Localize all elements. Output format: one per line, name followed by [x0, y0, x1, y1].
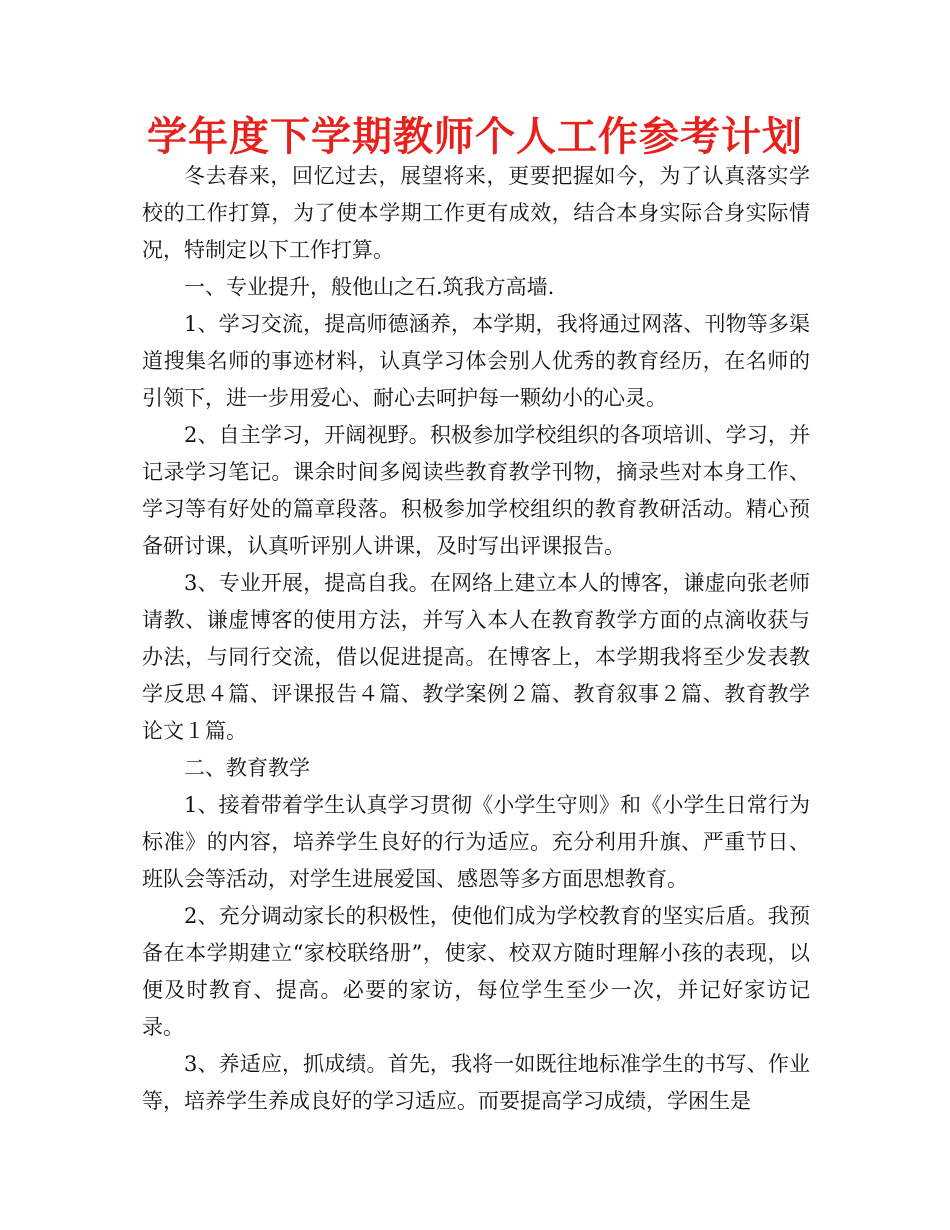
paragraph-intro: 冬去春来，回忆过去，展望将来，更要把握如今，为了认真落实学校的工作打算，为了使本学期工作更有成效，结合本身实际合身实际情况，特制定以下工作打算。: [142, 164, 810, 262]
paragraph-item: 3、养适应，抓成绩。首先，我将一如既往地标准学生的书写、作业等，培养学生养成良好的学习适应。而要提高学习成绩，学困生是: [142, 1052, 810, 1113]
paragraph-item: 3、专业开展，提高自我。在网络上建立本人的博客，谦虚向张老师请教、谦虚博客的使用方法，并写入本人在教育教学方面的点滴收获与办法，与同行交流，借以促进提高。在博客上，本学期我将至少发表教学反思４篇、评课报告４篇、教学案例２篇、教育叙事２篇、教育教学论文１篇。: [142, 571, 810, 743]
paragraph-item: 1、接着带着学生认真学习贯彻《小学生守则》和《小学生日常行为标准》的内容，培养学生良好的行为适应。充分利用升旗、严重节日、班队会等活动，对学生进展爱国、感恩等多方面思想教育。: [142, 793, 810, 891]
document-body: [142, 158, 810, 1120]
document-title: 学年度下学期教师个人工作参考计划: [147, 114, 803, 160]
section-heading-teaching: 二、教育教学: [184, 756, 310, 780]
paragraph-item: 1、学习交流，提高师德涵养，本学期，我将通过网落、刊物等多渠道搜集名师的事迹材料，认真学习体会别人优秀的教育经历，在名师的引领下，进一步用爱心、耐心去呵护每一颗幼小的心灵。: [142, 312, 810, 410]
section-heading-professional: 一、专业提升，般他山之石.筑我方高墙.: [184, 275, 555, 299]
paragraph-item: 2、自主学习，开阔视野。积极参加学校组织的各项培训、学习，并记录学习笔记。课余时间多阅读些教育教学刊物，摘录些对本身工作、学习等有好处的篇章段落。积极参加学校组织的教育教研活动。精心预备研讨课，认真听评别人讲课，及时写出评课报告。: [142, 423, 810, 558]
paragraph-item: 2、充分调动家长的积极性，使他们成为学校教育的坚实后盾。我预备在本学期建立“家校联络册”，使家、校双方随时理解小孩的表现，以便及时教育、提高。必要的家访，每位学生至少一次，并记好家访记录。: [142, 904, 810, 1039]
